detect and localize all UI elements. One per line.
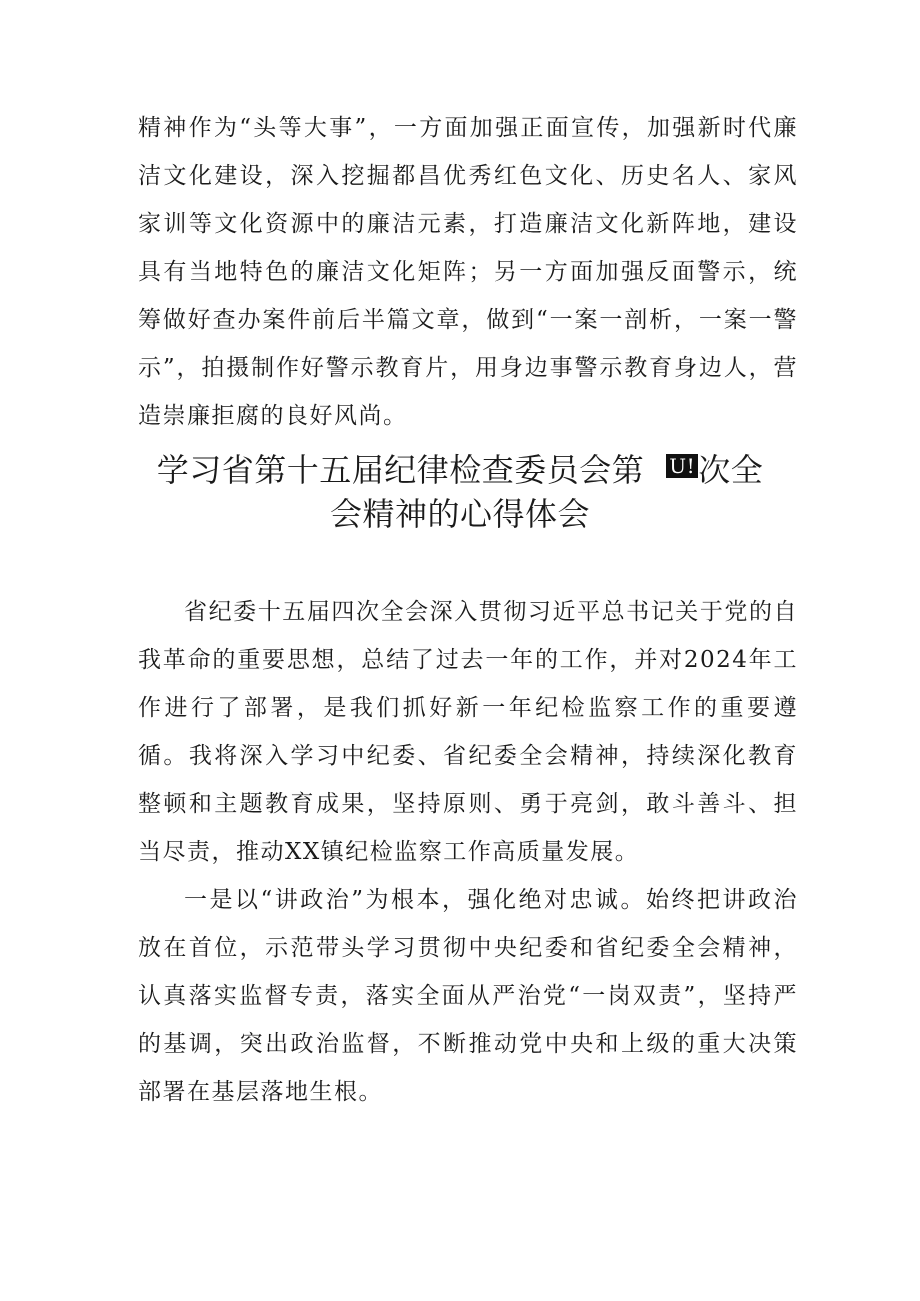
heading-line-1: [130, 448, 790, 492]
intro-paragraph: 精神作为“头等大事”，一方面加强正面宣传，加强新时代廉洁文化建设，深入挖掘都昌优秀红色文化、历史名人、家风家训等文化资源中的廉洁元素，打造廉洁文化新阵地，建设具有当地特色的廉洁文化矩阵；另一方面加强反面警示，统筹做好查办案件前后半篇文章，做到“一案一剖析，一案一警示”，拍摄制作好警示教育片，用身边事警示教育身边人，营造崇廉拒腐的良好风尚。: [138, 115, 798, 429]
body-paragraph-1: 省纪委十五届四次全会深入贯彻习近平总书记关于党的自我革命的重要思想，总结了过去一年的工作，并对2024年工作进行了部署，是我们抓好新一年纪检监察工作的重要遵循。我将深入学习中纪委、省纪委全会精神，持续深化教育整顿和主题教育成果，坚持原则、勇于亮剑，敢斗善斗、担当尽责，推动XX镇纪检监察工作高质量发展。: [138, 599, 798, 865]
heading-line-1-end: 次全: [698, 451, 764, 489]
heading-line-1-start: 学习省第十五届纪律检查委员会第: [156, 451, 645, 489]
body-paragraph-2: 一是以“讲政治”为根本，强化绝对忠诚。始终把讲政治放在首位，示范带头学习贯彻中央纪委和省纪委全会精神，认真落实监督专责，落实全面从严治党“一岗双责”，坚持严的基调，突出政治监督，不断推动党中央和上级的重大决策部署在基层落地生根。: [138, 887, 798, 1105]
heading-line-2: 会精神的心得体会: [329, 495, 590, 533]
heading-glitch-mark: U!: [666, 454, 698, 478]
article-heading: [130, 448, 790, 536]
